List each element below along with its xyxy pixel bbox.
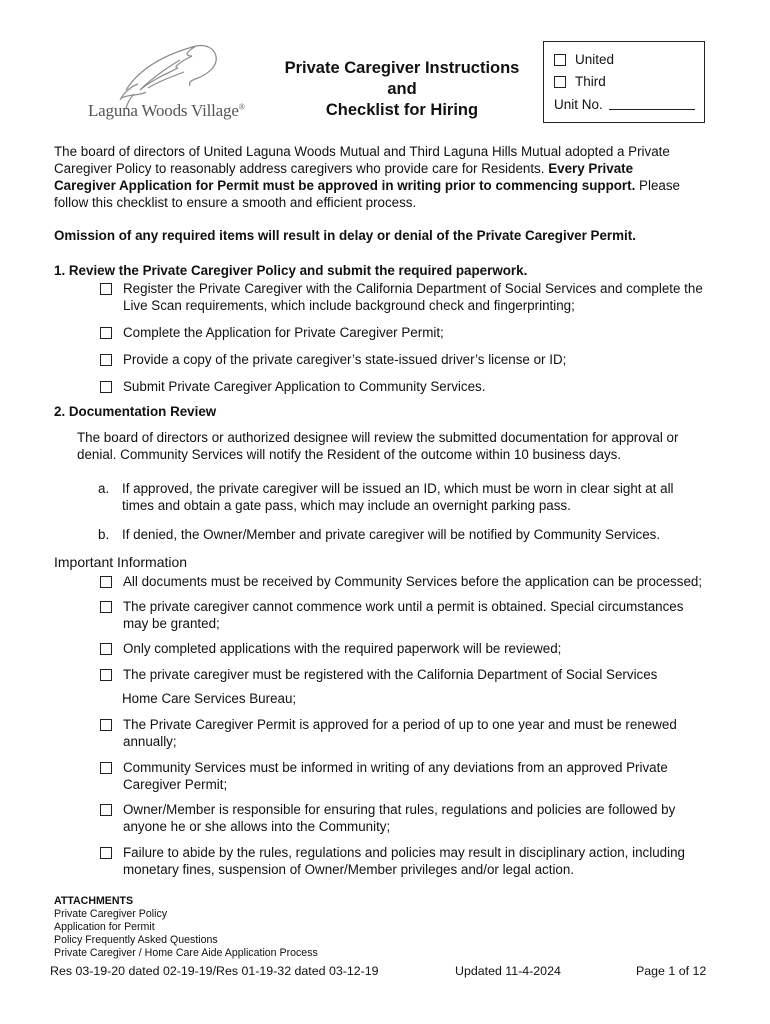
attachments-heading: ATTACHMENTS (54, 895, 134, 907)
attachment-item: Private Caregiver / Home Care Aide Application Process (54, 947, 318, 959)
checkbox[interactable] (100, 327, 112, 339)
checklist-item: Register the Private Caregiver with the California Department of Social Services and complete the Live Scan requirements, which include background check and fingerprinting; (100, 280, 710, 314)
checkbox[interactable] (100, 601, 112, 613)
united-label: United (575, 52, 615, 67)
checklist-item: The private caregiver cannot commence work until a permit is obtained. Special circumstances may be granted; (100, 598, 710, 632)
attachment-item: Application for Permit (54, 921, 155, 933)
important-heading: Important Information (54, 554, 188, 570)
attachment-item: Policy Frequently Asked Questions (54, 934, 218, 946)
checklist-item: Submit Private Caregiver Application to Community Services. (100, 378, 710, 395)
checkbox[interactable] (100, 283, 112, 295)
section2-heading: 2. Documentation Review (54, 404, 217, 419)
sub-item-a: a. If approved, the private caregiver will be issued an ID, which must be worn in clear sight at all times and obtain a gate pass, which may include an overnight parking pass. (98, 481, 674, 513)
checklist-item: Complete the Application for Private Caregiver Permit; (100, 324, 710, 341)
attachment-item: Private Caregiver Policy (54, 908, 168, 920)
third-checkbox-row[interactable] (554, 74, 606, 89)
checklist-item: Owner/Member is responsible for ensuring that rules, regulations and policies are followed by anyone he or she allows into the Community; (100, 801, 710, 835)
checkbox[interactable] (554, 54, 566, 66)
unit-number-row (554, 97, 695, 112)
footer-updated: Updated 11-4-2024 (455, 964, 561, 978)
checkbox[interactable] (100, 847, 112, 859)
checkbox[interactable] (100, 762, 112, 774)
third-label: Third (575, 74, 606, 89)
checkbox[interactable] (100, 804, 112, 816)
united-checkbox-row[interactable] (554, 52, 614, 67)
logo-text: Laguna Woods Village® (88, 101, 245, 120)
checkbox[interactable] (554, 76, 566, 88)
checklist-item: Only completed applications with the required paperwork will be reviewed; (100, 640, 710, 657)
checklist-item-continuation: Home Care Services Bureau; (122, 691, 297, 706)
mutual-select-box (543, 41, 705, 123)
section2-text: The board of directors or authorized designee will review the submitted documentation for approval or denial. Community Services will notify the Resident of the outcome within 10 business days. (77, 430, 679, 462)
checkbox[interactable] (100, 354, 112, 366)
footer-resolution: Res 03-19-20 dated 02-19-19/Res 01-19-32 dated 03-12-19 (50, 964, 379, 978)
checkbox[interactable] (100, 669, 112, 681)
omission-warning: Omission of any required items will result in delay or denial of the Private Caregiver Permit. (54, 228, 636, 243)
checklist-item: Community Services must be informed in writing of any deviations from an approved Private Caregiver Permit; (100, 759, 710, 793)
checkbox[interactable] (100, 643, 112, 655)
checkbox[interactable] (100, 576, 112, 588)
sub-item-b: b. If denied, the Owner/Member and private caregiver will be notified by Community Services. (98, 527, 661, 542)
section1-heading: 1. Review the Private Caregiver Policy and submit the required paperwork. (54, 263, 528, 278)
checkbox[interactable] (100, 719, 112, 731)
checklist-item: Failure to abide by the rules, regulations and policies may result in disciplinary action, including monetary fines, suspension of Owner/Member privileges and/or legal action. (100, 844, 712, 878)
page-title: Private Caregiver Instructions and Checklist for Hiring (284, 59, 520, 119)
unit-label: Unit No. (554, 97, 603, 112)
checkbox[interactable] (100, 381, 112, 393)
checklist-item: The Private Caregiver Permit is approved for a period of up to one year and must be renewed annually; (100, 716, 710, 750)
attachments-block (54, 895, 318, 960)
checklist-item: Provide a copy of the private caregiver’s state-issued driver’s license or ID; (100, 351, 710, 368)
intro-paragraph: The board of directors of United Laguna Woods Mutual and Third Laguna Hills Mutual adopted a Private Caregiver Policy to reasonably address caregivers who provide care for Residents. Every Private Caregiver Application for Permit must be approved in writing prior to commencing support. Please follow this checklist to ensure a smooth and efficient process. (54, 144, 680, 210)
checklist-item: All documents must be received by Community Services before the application can be processed; (100, 573, 730, 590)
footer-page-number: Page 1 of 12 (636, 964, 707, 978)
unit-number-field[interactable] (609, 99, 695, 110)
checklist-item: The private caregiver must be registered with the California Department of Social Services (100, 666, 710, 683)
